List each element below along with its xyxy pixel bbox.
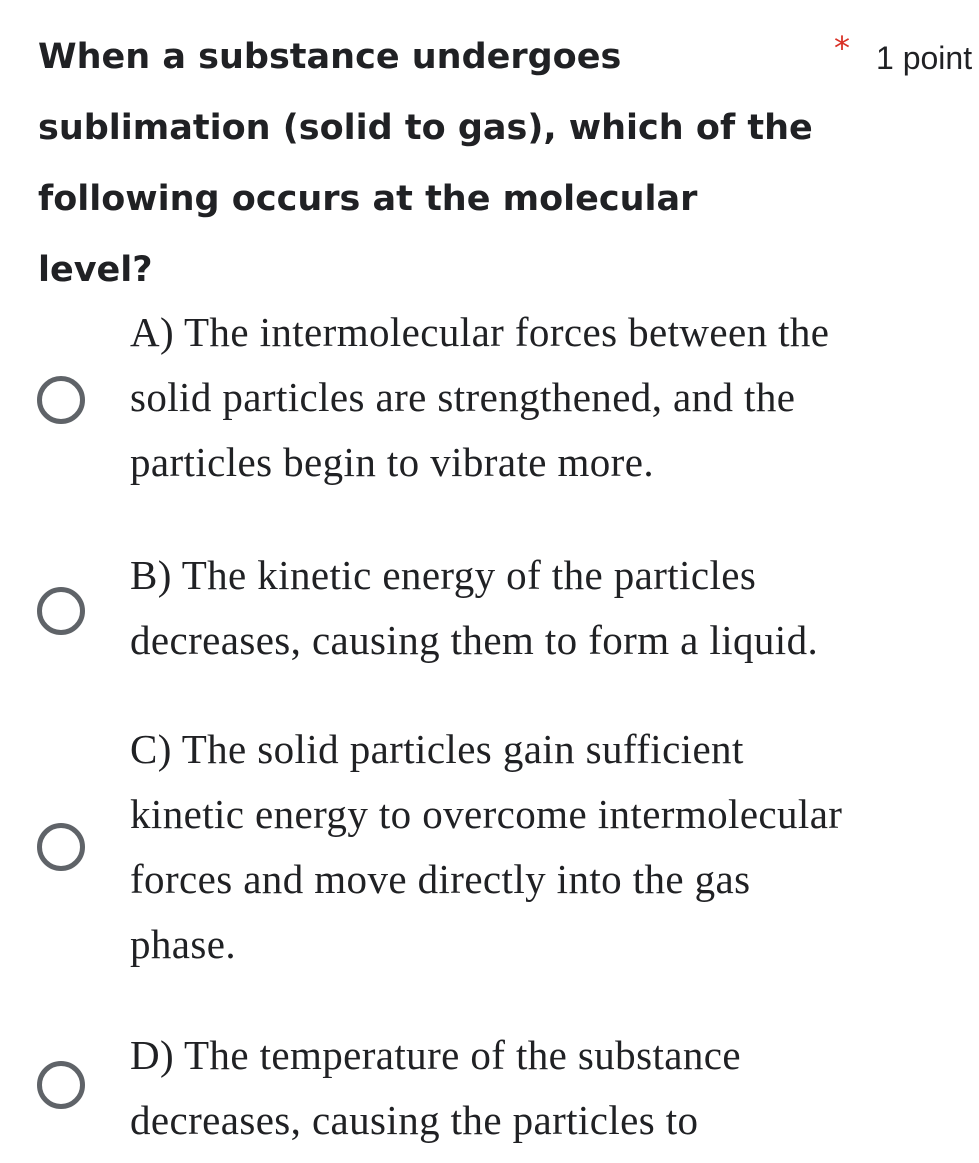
option-d-label: D) The temperature of the substance decreases, causing the particles to — [130, 1032, 741, 1143]
answer-option-d[interactable] — [0, 1023, 979, 1163]
question-text: When a substance undergoes sublimation (solid to gas), which of the following occurs at the molecular level? — [38, 37, 813, 290]
option-a-label: A) The intermolecular forces between the solid particles are strengthened, and the particles begin to vibrate more. — [130, 309, 830, 485]
radio-button-b[interactable] — [37, 587, 85, 635]
points-label: 1 point — [876, 40, 973, 76]
radio-button-c[interactable] — [37, 823, 85, 871]
radio-button-a[interactable] — [37, 376, 85, 424]
answer-option-a[interactable] — [0, 300, 979, 500]
radio-button-d[interactable] — [37, 1061, 85, 1109]
option-c-label: C) The solid particles gain sufficient kinetic energy to overcome intermolecular forces and move directly into the gas phase. — [130, 726, 843, 967]
answer-option-b[interactable] — [0, 543, 979, 683]
answer-option-c[interactable] — [0, 717, 979, 982]
required-asterisk: * — [834, 29, 850, 67]
option-b-label: B) The kinetic energy of the particles decreases, causing them to form a liquid. — [130, 552, 819, 663]
